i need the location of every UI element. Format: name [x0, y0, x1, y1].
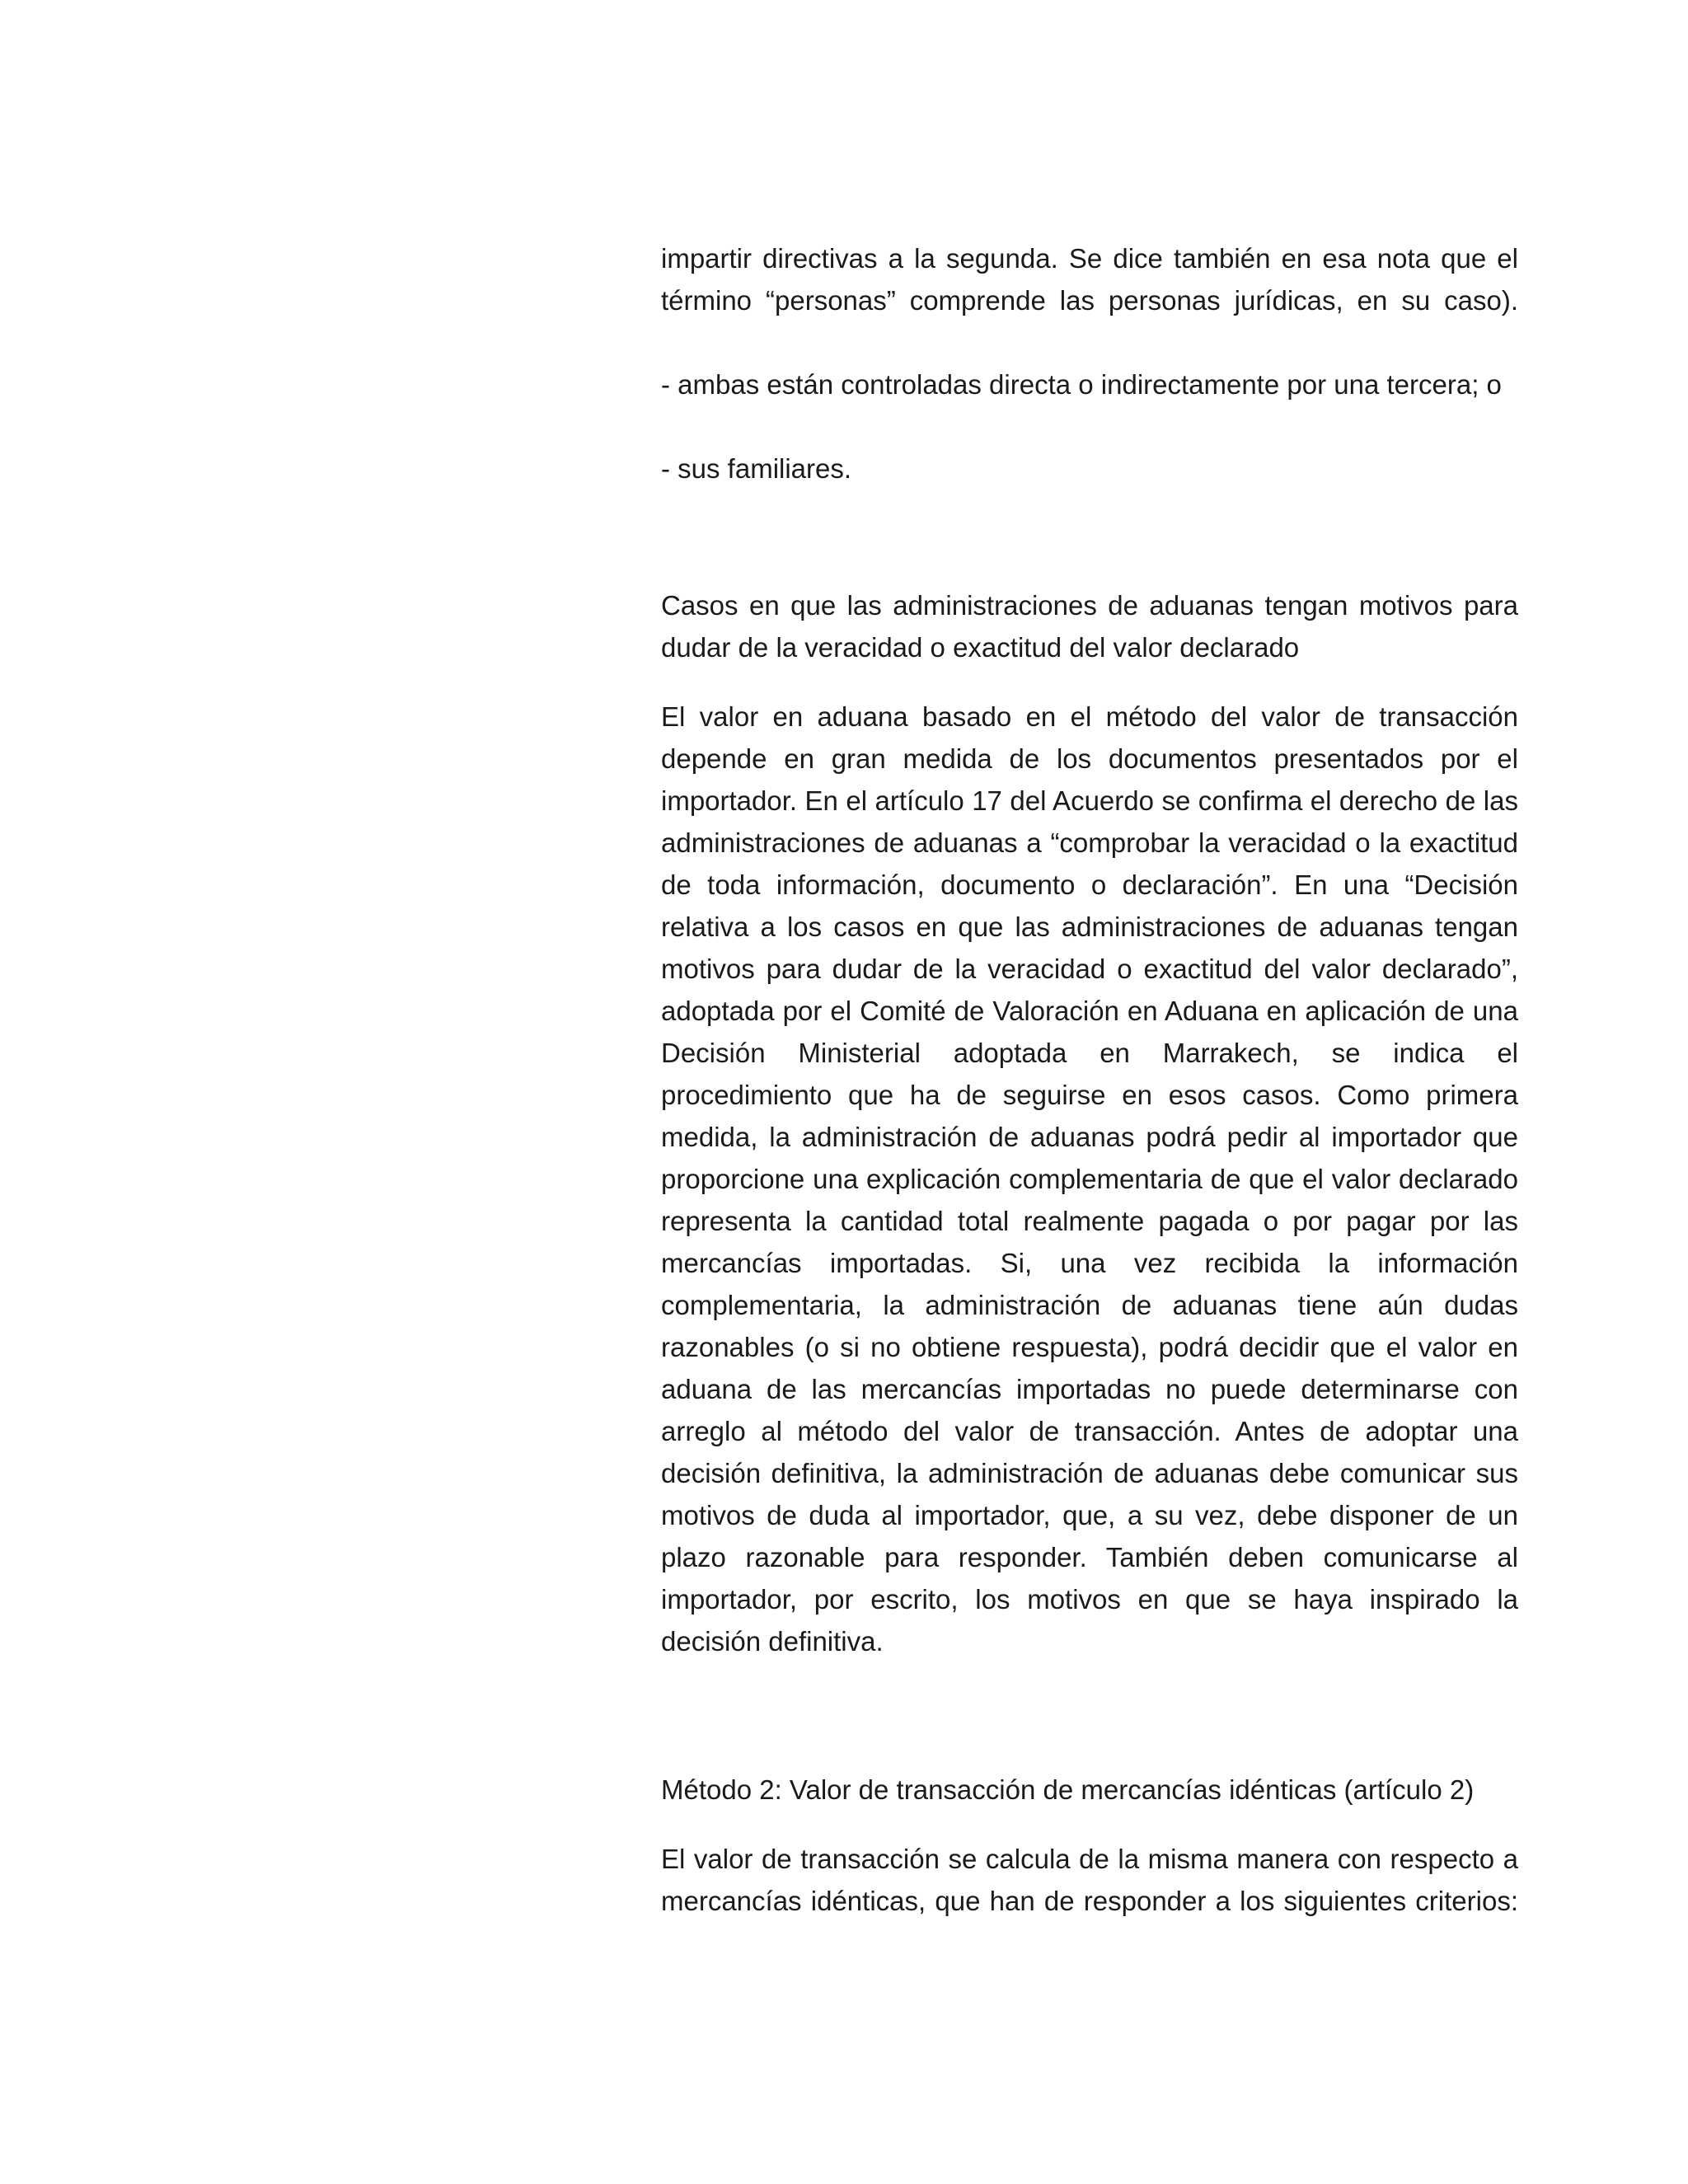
section-heading-method-2: Método 2: Valor de transacción de mercancías idénticas (artículo 2) — [661, 1774, 1475, 1805]
section-body-method-2: El valor de transacción se calcula de la misma manera con respecto a mercancías idénticas, que han de responder a los siguientes criterios: — [661, 1844, 1518, 1916]
text-column — [661, 237, 1518, 1922]
intro-continuation-paragraph: impartir directivas a la segunda. Se dice también en esa nota que el término “personas” comprende las personas jurídicas, en su caso). — [661, 243, 1518, 316]
section-body-customs-doubts: El valor en aduana basado en el método del valor de transacción depende en gran medida de los documentos presentados por el importador. En el artículo 17 del Acuerdo se confirma el derecho de las administraciones de aduanas a “comprobar la veracidad o la exactitud de toda información, documento o declaración”. En una “Decisión relativa a los casos en que las administraciones de aduanas tengan motivos para dudar de la veracidad o exactitud del valor declarado”, adoptada por el Comité de Valoración en Aduana en aplicación de una Decisión Ministerial adoptada en Marrakech, se indica el procedimiento que ha de seguirse en esos casos. Como primera medida, la administración de aduanas podrá pedir al importador que proporcione una explicación complementaria de que el valor declarado representa la cantidad total realmente pagada o por pagar por las mercancías importadas. Si, una vez recibida la información complementaria, la administración de aduanas tiene aún dudas razonables (o si no obtiene respuesta), podrá decidir que el valor en aduana de las mercancías importadas no puede determinarse con arreglo al método del valor de transacción. Antes de adoptar una decisión definitiva, la administración de aduanas debe comunicar sus motivos de duda al importador, que, a su vez, debe disponer de un plazo razonable para responder. También deben comunicarse al importador, por escrito, los motivos en que se haya inspirado la decisión definitiva. — [661, 701, 1518, 1657]
bullet-family-members: - sus familiares. — [661, 453, 852, 484]
section-heading-customs-doubts: Casos en que las administraciones de aduanas tengan motivos para dudar de la veracidad o exactitud del valor declarado — [661, 590, 1518, 663]
bullet-controlled-by-third-party: - ambas están controladas directa o indirectamente por una tercera; o — [661, 369, 1502, 400]
